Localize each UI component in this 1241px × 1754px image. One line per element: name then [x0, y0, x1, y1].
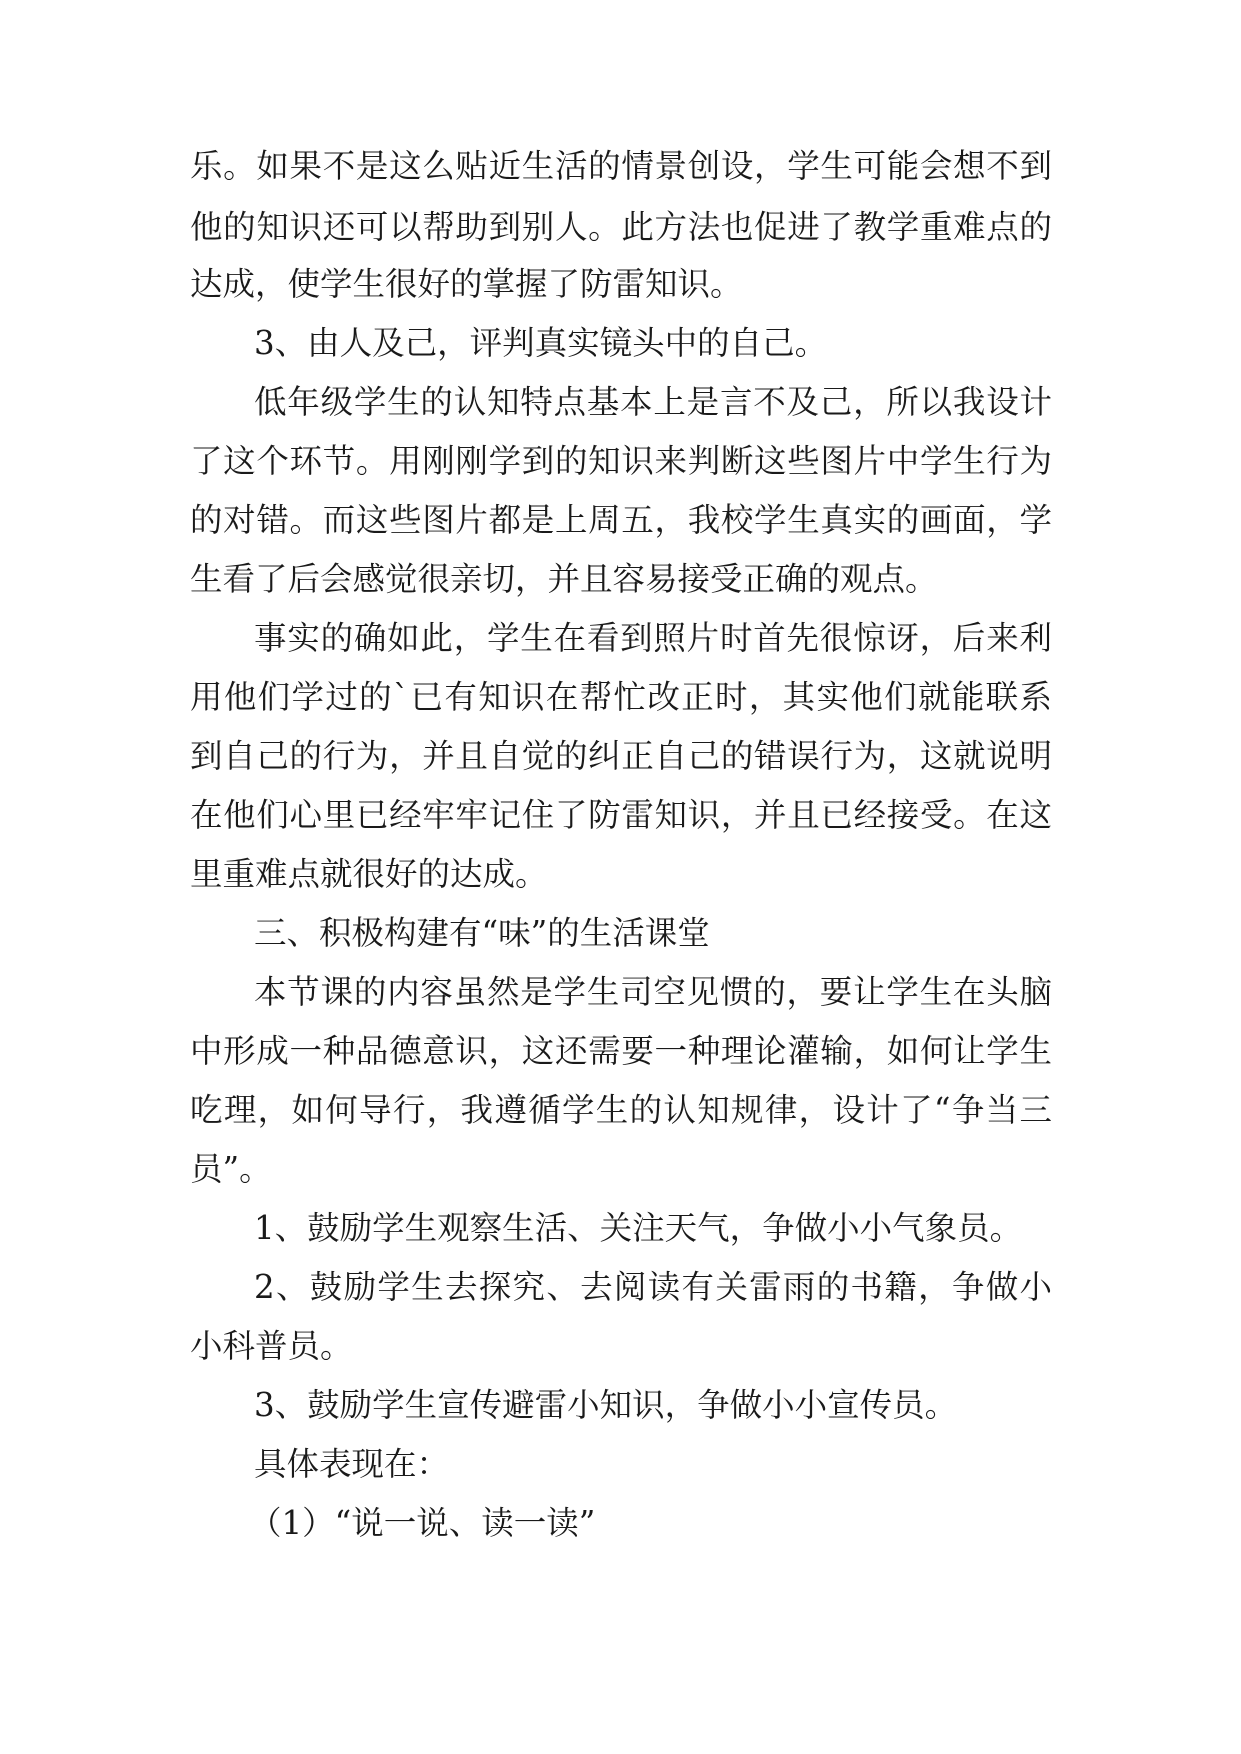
list-item-1: 1、鼓励学生观察生活、关注天气，争做小小气象员。 — [254, 1209, 1023, 1247]
list-item-3: 3、鼓励学生宣传避雷小知识，争做小小宣传员。 — [254, 1386, 958, 1424]
text-line-2: 他的知识还可以帮助到别人。此方法也促进了教学重难点的 — [190, 208, 1052, 246]
text-line-15: 本节课的内容虽然是学生司空见惯的，要让学生在头脑 — [254, 973, 1052, 1011]
text-line-23: 具体表现在： — [254, 1445, 450, 1483]
text-line-8: 生看了后会感觉很亲切，并且容易接受正确的观点。 — [190, 560, 938, 598]
subheading-1: （1）“说一说、读一读” — [249, 1504, 596, 1542]
text-line-16: 中形成一种品德意识，这还需要一种理论灌输，如何让学生 — [190, 1032, 1052, 1070]
section-heading-3: 3、由人及己，评判真实镜头中的自己。 — [254, 324, 828, 362]
text-line-11: 到自己的行为，并且自觉的纠正自己的错误行为，这就说明 — [190, 737, 1052, 775]
text-line-12: 在他们心里已经牢牢记住了防雷知识，并且已经接受。在这 — [190, 796, 1052, 834]
text-line-5: 低年级学生的认知特点基本上是言不及己，所以我设计 — [254, 383, 1052, 421]
text-line-13: 里重难点就很好的达成。 — [190, 855, 548, 893]
text-line-1: 乐。如果不是这么贴近生活的情景创设，学生可能会想不到 — [190, 147, 1052, 185]
text-line-10: 用他们学过的`已有知识在帮忙改正时，其实他们就能联系 — [190, 678, 1052, 716]
section-heading-three: 三、积极构建有“味”的生活课堂 — [254, 914, 710, 952]
text-line-3: 达成，使学生很好的掌握了防雷知识。 — [190, 265, 743, 303]
text-line-9: 事实的确如此，学生在看到照片时首先很惊讶，后来利 — [254, 619, 1052, 657]
text-line-6: 了这个环节。用刚刚学到的知识来判断这些图片中学生行为 — [190, 442, 1052, 480]
list-item-2: 2、鼓励学生去探究、去阅读有关雷雨的书籍，争做小 — [254, 1268, 1052, 1306]
text-line-18: 员”。 — [190, 1150, 272, 1188]
text-line-7: 的对错。而这些图片都是上周五，我校学生真实的画面，学 — [190, 501, 1052, 539]
list-item-2-continued: 小科普员。 — [190, 1327, 353, 1365]
text-line-17: 吃理，如何导行，我遵循学生的认知规律，设计了“争当三 — [190, 1091, 1052, 1129]
